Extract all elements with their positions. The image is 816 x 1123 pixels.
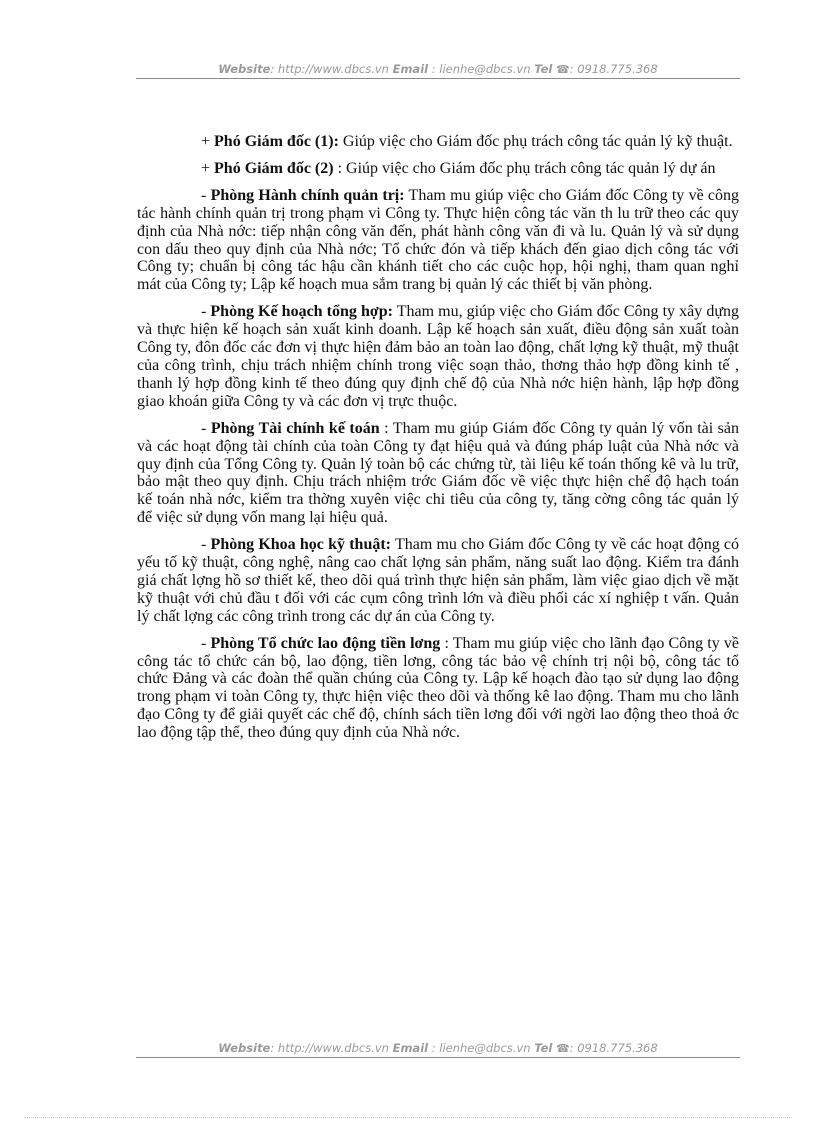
- paragraph-heading: Phòng Kế hoạch tổng hợp:: [210, 303, 393, 321]
- paragraph-heading: Phó Giám đốc (1):: [214, 133, 339, 150]
- header-email-value: : lienhe@dbcs.vn: [431, 62, 531, 76]
- page-header: [136, 62, 740, 76]
- page-edge-divider: [24, 1117, 792, 1118]
- header-email-label: Email: [392, 62, 429, 76]
- header-tel-value: : 0918.775.368: [569, 62, 658, 76]
- paragraph-text: : Tham mu giúp Giám đốc Công ty quản lý vốn tài sản và các hoạt động tài chính của toàn Công ty đạt hiệu quả và đúng pháp luật của Nhà nớc và quy định của Tổng Công ty. Quản lý toàn bộ các chứng từ, tài liệu kế toán thống kê và lu trữ, bảo mật theo quy định. Chịu trách nhiệm trớc Giám đốc về việc thực hiện chế độ hạch toán kế toán nhà nớc, kiểm tra thờng xuyên việc chi tiêu của công ty, tăng cờng công tác quản lý để việc sử dụng vốn mang lại hiệu quả.: [137, 419, 740, 527]
- footer-tel-label: Tel: [534, 1041, 553, 1055]
- phone-icon: ☎: [555, 63, 570, 76]
- paragraph-heading: Phòng Hành chính quản trị:: [210, 186, 405, 204]
- paragraph-text: Tham mu cho Giám đốc Công ty về các hoạt động có yếu tố kỹ thuật, công nghệ, nâng cao chất lợng sản phẩm, năng suất lao động. Kiểm tra đánh giá chất lợng hồ sơ thiết kế, theo dõi quá trình thực hiện sản phẩm, làm việc giao dịch về mặt kỹ thuật với chủ đầu t đối với các cụm công trình lớn và điều phối các xí nghiệp t vấn. Quản lý chất lợng các công trình trong các dự án của Công ty.: [137, 536, 740, 625]
- paragraph-deputy-director-1: [137, 133, 739, 151]
- paragraph-text: Tham mu giúp việc cho Giám đốc Công ty về công tác hành chính quản trị trong phạm vi Công ty. Thực hiện công tác văn th lu trữ theo các quy định của Nhà nớc: tiếp nhận công văn đến, phát hành công văn đi và lu. Quản lý và sử dụng con dấu theo quy định của Nhà nớc; Tổ chức đón và tiếp khách đến giao dịch công tác với Công ty; chuẩn bị công tác hậu cần khánh tiết cho các cuộc họp, hội nghị, tham quan nghỉ mát của Công ty; Lập kế hoạch mua sắm trang bị quản lý các thiết bị văn phòng.: [137, 186, 740, 294]
- paragraph-technical-department: [137, 536, 739, 626]
- page-footer: [136, 1041, 740, 1055]
- phone-icon: ☎: [555, 1042, 570, 1055]
- paragraph-finance-department: [137, 420, 739, 527]
- document-body: [137, 133, 739, 751]
- header-website-value: : http://www.dbcs.vn: [270, 62, 389, 76]
- footer-website-value: : http://www.dbcs.vn: [270, 1041, 389, 1055]
- footer-rule: [136, 1057, 740, 1058]
- footer-email-label: Email: [392, 1041, 429, 1055]
- paragraph-heading: Phòng Tổ chức lao động tiền lơng: [210, 634, 441, 652]
- paragraph-deputy-director-2: [137, 160, 739, 178]
- footer-email-value: : lienhe@dbcs.vn: [431, 1041, 531, 1055]
- header-rule: [136, 78, 740, 79]
- footer-tel-value: : 0918.775.368: [569, 1041, 658, 1055]
- footer-website-label: Website: [218, 1041, 271, 1055]
- paragraph-text: Tham mu, giúp việc cho Giám đốc Công ty xây dựng và thực hiện kế hoạch sản xuất kinh doanh. Lập kế hoạch sản xuất, điều động sản xuất toàn Công ty, đôn đốc các đơn vị thực hiện đảm bảo an toàn lao động, chất lợng kỹ thuật, mỹ thuật của công trình, chịu trách nhiệm chính trong việc soạn thảo, thơng thảo hợp đồng kinh tế , thanh lý hợp đồng kinh tế theo đúng quy định chế độ của Nhà nớc hiện hành, lập hợp đồng giao khoán giữa Công ty và các đơn vị trực thuộc.: [137, 303, 739, 410]
- paragraph-prefix: +: [201, 133, 215, 150]
- paragraph-prefix: -: [201, 186, 211, 204]
- paragraph-text: : Tham mu giúp việc cho lãnh đạo Công ty về công tác tổ chức cán bộ, lao động, tiền lơng, công tác bảo vệ chính trị nội bộ, công tác tổ chức Đảng và các đoàn thể quần chúng của Công ty. Lập kế hoạch đào tạo sử dụng lao động trong phạm vi toàn Công ty, thực hiện việc theo dõi và thống kê lao động. Tham mu cho lãnh đạo Công ty để giải quyết các chế độ, chính sách tiền lơng đối với ngời lao động theo thoả ớc lao động tập thể, theo đúng quy định của Nhà nớc.: [137, 634, 739, 742]
- paragraph-prefix: -: [201, 303, 211, 321]
- paragraph-planning-department: [137, 303, 739, 410]
- paragraph-text: Giúp việc cho Giám đốc phụ trách công tác quản lý kỹ thuật.: [338, 133, 733, 150]
- paragraph-prefix: +: [201, 159, 215, 177]
- header-tel-label: Tel: [534, 62, 553, 76]
- header-website-label: Website: [218, 62, 271, 76]
- paragraph-heading: Phòng Tài chính kế toán: [210, 419, 380, 437]
- paragraph-prefix: -: [201, 536, 211, 554]
- paragraph-text: : Giúp việc cho Giám đốc phụ trách công tác quản lý dự án: [333, 159, 716, 177]
- paragraph-prefix: -: [201, 634, 211, 652]
- paragraph-hr-department: [137, 635, 739, 742]
- paragraph-prefix: -: [201, 419, 211, 437]
- paragraph-admin-department: [137, 187, 739, 294]
- paragraph-heading: Phó Giám đốc (2): [214, 159, 334, 177]
- paragraph-heading: Phòng Khoa học kỹ thuật:: [210, 536, 392, 554]
